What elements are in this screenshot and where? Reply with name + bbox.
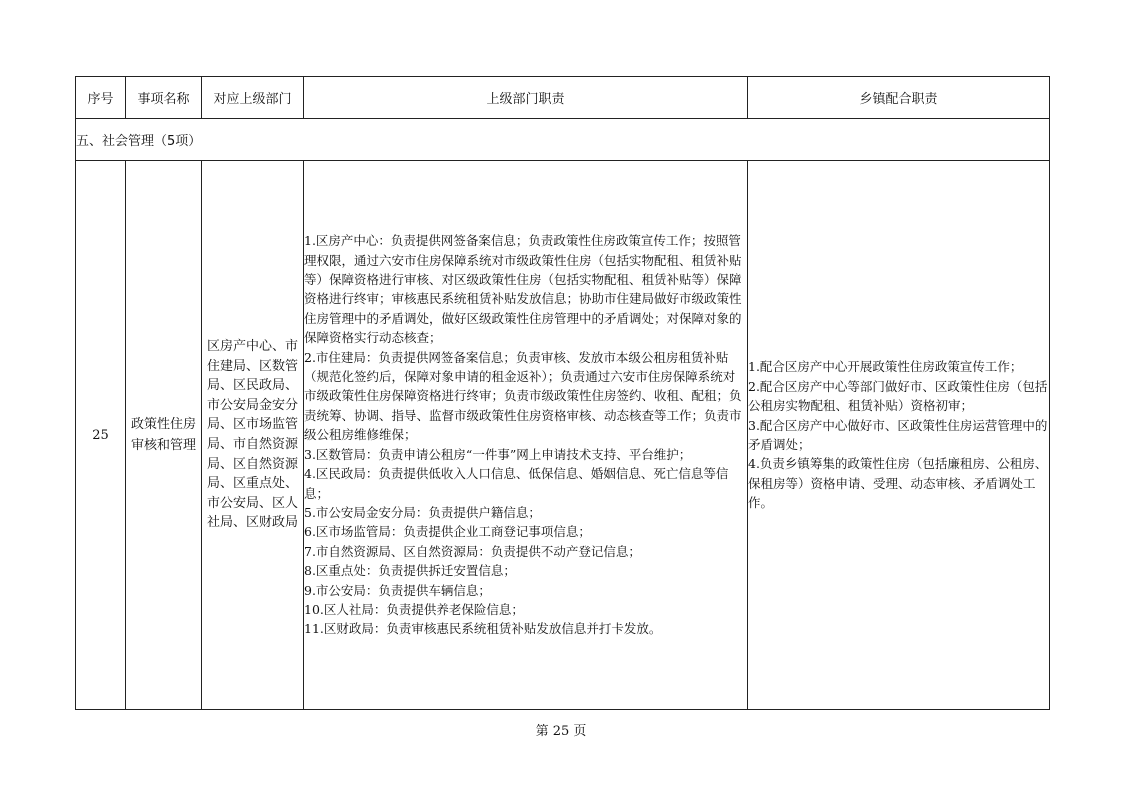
responsibility-item: 2.市住建局：负责提供网签备案信息；负责审核、发放市本级公租房租赁补贴（规范化签约后，保障对象申请的租金返补）；负责通过六安市住房保障系统对市级政策性住房保障资格进行终审；负责市级政策性住房签约、收租、配租；负责统筹、协调、指导、监督市级政策性住房资格审核、动态核查等工作；负责市级公租房维修维保； <box>304 349 742 443</box>
table-row <box>76 161 1050 710</box>
responsibility-item: 4.区民政局：负责提供低收入人口信息、低保信息、婚姻信息、死亡信息等信息； <box>304 466 729 501</box>
item-name: 政策性住房审核和管理 <box>126 161 202 710</box>
section-row <box>76 119 1050 161</box>
responsibility-item: 5.市公安局金安分局：负责提供户籍信息； <box>304 504 541 520</box>
cooperation-item: 4.负责乡镇筹集的政策性住房（包括廉租房、公租房、保租房等）资格申请、受理、动态审核、矛盾调处工作。 <box>748 456 1048 511</box>
responsibility-item: 7.市自然资源局、区自然资源局：负责提供不动产登记信息； <box>304 543 641 559</box>
header-responsibility: 上级部门职责 <box>304 77 748 119</box>
header-row <box>76 77 1050 119</box>
responsibility-item: 6.区市场监管局：负责提供企业工商登记事项信息； <box>304 524 591 540</box>
superior-responsibilities <box>304 161 748 710</box>
header-name: 事项名称 <box>126 77 202 119</box>
superior-departments: 区房产中心、市住建局、区数管局、区民政局、市公安局金安分局、区市场监管局、市自然资源局、区自然资源局、区重点处、市公安局、区人社局、区财政局 <box>202 161 304 710</box>
header-dept: 对应上级部门 <box>202 77 304 119</box>
row-number: 25 <box>76 161 126 710</box>
responsibility-item: 10.区人社局：负责提供养老保险信息； <box>304 601 524 617</box>
page-number: 第 25 页 <box>535 724 587 739</box>
header-no: 序号 <box>76 77 126 119</box>
responsibility-item: 9.市公安局：负责提供车辆信息； <box>304 582 491 598</box>
responsibility-item: 3.区数管局：负责申请公租房“一件事”网上申请技术支持、平台维护； <box>304 446 692 462</box>
cooperation-item: 3.配合区房产中心做好市、区政策性住房运营管理中的矛盾调处； <box>748 417 1048 452</box>
cooperation-item: 1.配合区房产中心开展政策性住房政策宣传工作； <box>748 359 1023 375</box>
cooperation-item: 2.配合区房产中心等部门做好市、区政策性住房（包括公租房实物配租、租赁补贴）资格初审； <box>748 378 1048 414</box>
responsibility-item: 8.区重点处：负责提供拆迁安置信息； <box>304 563 516 579</box>
responsibility-item: 11.区财政局：负责审核惠民系统租赁补贴发放信息并打卡发放。 <box>304 621 662 637</box>
section-title: 五、社会管理（5项） <box>76 119 1050 161</box>
township-cooperation <box>748 161 1050 710</box>
responsibility-item: 1.区房产中心：负责提供网签备案信息；负责政策性住房政策宣传工作；按照管理权限，通过六安市住房保障系统对市级政策性住房（包括实物配租、租赁补贴等）保障资格进行审核、对区级政策性住房（包括实物配租、租赁补贴等）保障资格进行终审；审核惠民系统租赁补贴发放信息；协助市住建局做好市级政策性住房管理中的矛盾调处，做好区级政策性住房管理中的矛盾调处；对保障对象的保障资格实行动态核查； <box>304 233 742 346</box>
responsibility-table <box>75 76 1050 710</box>
header-cooperation: 乡镇配合职责 <box>748 77 1050 119</box>
